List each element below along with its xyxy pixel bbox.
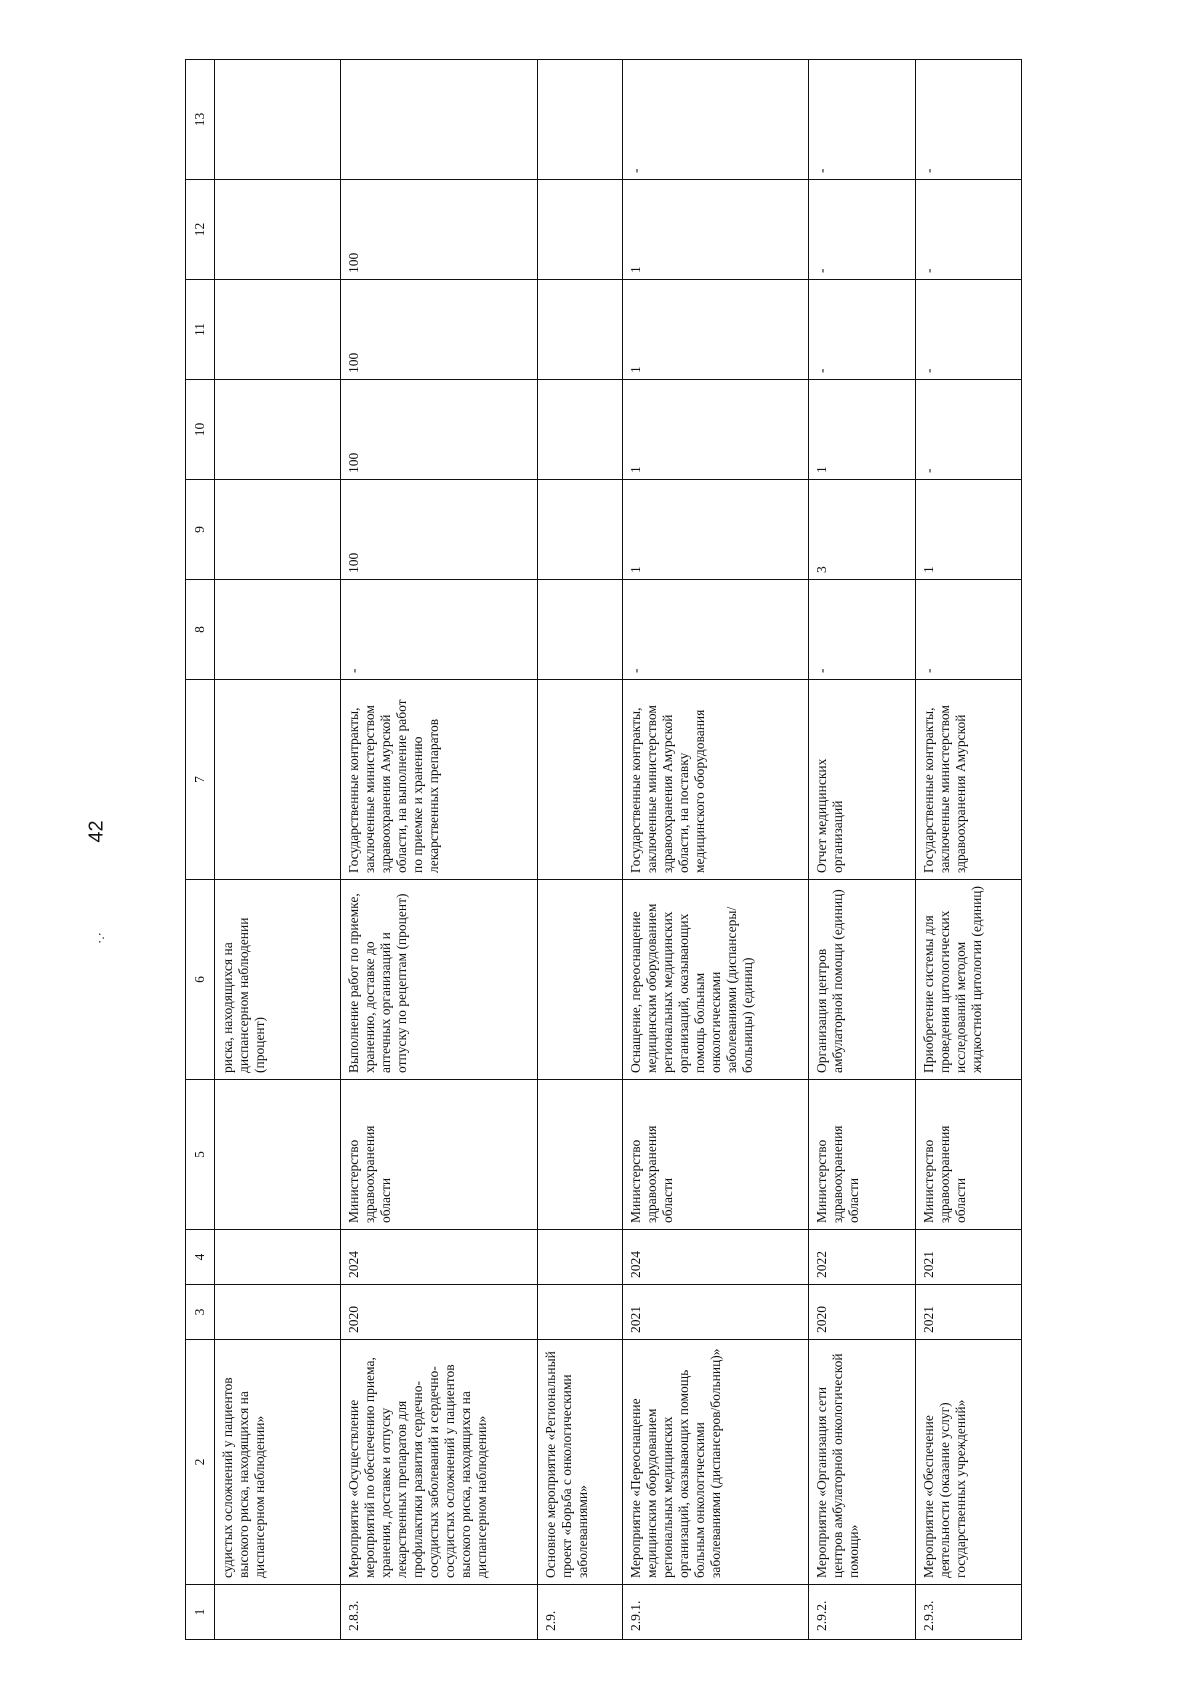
- cell-indicator: риска, находящихся на диспансерном наблюдении (процент): [215, 880, 341, 1080]
- cell-number: [215, 1585, 341, 1640]
- column-header: 7: [186, 680, 215, 880]
- cell-start-year: 2021: [622, 1285, 808, 1340]
- cell-value: 100: [340, 380, 537, 480]
- cell-result-doc: [215, 680, 341, 880]
- column-header: 10: [186, 380, 215, 480]
- table-header-row: [186, 60, 215, 1640]
- cell-executor: Министерство здравоохранения области: [809, 1080, 915, 1230]
- cell-value: 3: [809, 480, 915, 580]
- cell-executor: Министерство здравоохранения области: [915, 1080, 1022, 1230]
- cell-measure: Мероприятие «Обеспечение деятельности (оказание услуг) государственных учреждений»: [915, 1340, 1022, 1585]
- cell-measure: Основное мероприятие «Региональный проект «Борьба с онкологическими заболеваниями»: [537, 1340, 622, 1585]
- cell-value: -: [809, 280, 915, 380]
- column-header: 5: [186, 1080, 215, 1230]
- cell-result-doc: Государственные контракты, заключенные министерством здравоохранения Амурской: [915, 680, 1022, 880]
- program-measures-table: [185, 59, 1022, 1640]
- cell-value: 1: [915, 480, 1022, 580]
- cell-executor: Министерство здравоохранения области: [622, 1080, 808, 1230]
- cell-value: [215, 280, 341, 380]
- column-header: 11: [186, 280, 215, 380]
- column-header: 2: [186, 1340, 215, 1585]
- rotated-table-container: [185, 60, 1022, 1640]
- column-header: 13: [186, 60, 215, 180]
- cell-result-doc: Государственные контракты, заключенные министерством здравоохранения Амурской области, на поставку медицинского оборудования: [622, 680, 808, 880]
- cell-end-year: [215, 1230, 341, 1285]
- table-row: [915, 60, 1022, 1640]
- table-row: [340, 60, 537, 1640]
- cell-value: [537, 280, 622, 380]
- column-header: 6: [186, 880, 215, 1080]
- cell-value: 100: [340, 180, 537, 280]
- column-header: 3: [186, 1285, 215, 1340]
- cell-executor: [215, 1080, 341, 1230]
- cell-start-year: 2020: [340, 1285, 537, 1340]
- cell-number: 2.9.: [537, 1585, 622, 1640]
- column-header: 4: [186, 1230, 215, 1285]
- table-row: [215, 60, 341, 1640]
- cell-value: [537, 380, 622, 480]
- cell-value: [215, 380, 341, 480]
- cell-value: -: [809, 60, 915, 180]
- cell-result-doc: [537, 680, 622, 880]
- cell-measure: Мероприятие «Организация сети центров амбулаторной онкологической помощи»: [809, 1340, 915, 1585]
- cell-value: -: [915, 380, 1022, 480]
- cell-value: [215, 180, 341, 280]
- cell-value: -: [809, 580, 915, 680]
- cell-value: [537, 480, 622, 580]
- cell-value: 1: [622, 180, 808, 280]
- cell-number: 2.9.3.: [915, 1585, 1022, 1640]
- cell-value: [215, 580, 341, 680]
- cell-value: [215, 480, 341, 580]
- cell-start-year: 2020: [809, 1285, 915, 1340]
- table-row: [622, 60, 808, 1640]
- cell-indicator: Приобретение системы для проведения цитологических исследований методом жидкостной цитологии (единиц): [915, 880, 1022, 1080]
- cell-value: [340, 60, 537, 180]
- cell-executor: [537, 1080, 622, 1230]
- cell-number: 2.9.1.: [622, 1585, 808, 1640]
- column-header: 1: [186, 1585, 215, 1640]
- cell-value: 100: [340, 280, 537, 380]
- cell-executor: Министерство здравоохранения области: [340, 1080, 537, 1230]
- cell-value: 100: [340, 480, 537, 580]
- cell-value: -: [915, 280, 1022, 380]
- cell-value: -: [622, 60, 808, 180]
- cell-value: [537, 60, 622, 180]
- table-row: [537, 60, 622, 1640]
- cell-value: 1: [622, 380, 808, 480]
- cell-number: 2.8.3.: [340, 1585, 537, 1640]
- cell-indicator: Организация центров амбулаторной помощи (единиц): [809, 880, 915, 1080]
- cell-value: [537, 180, 622, 280]
- cell-result-doc: Отчет медицинских организаций: [809, 680, 915, 880]
- cell-end-year: 2022: [809, 1230, 915, 1285]
- cell-result-doc: Государственные контракты, заключенные министерством здравоохранения Амурской области, на выполнение работ по приемке и хранению лекарственных препаратов: [340, 680, 537, 880]
- column-header: 12: [186, 180, 215, 280]
- scan-speck: ·.·: [92, 932, 107, 944]
- cell-end-year: [537, 1230, 622, 1285]
- cell-measure: Мероприятие «Осуществление мероприятий по обеспечению приема, хранения, доставке и отпуску лекарственных препаратов для профилактики развития сердечно-сосудистых заболеваний и сердечно-сосудистых осложнений у пациентов высокого риска, находящихся на диспансерном наблюдении»: [340, 1340, 537, 1585]
- cell-value: 1: [622, 280, 808, 380]
- cell-indicator: [537, 880, 622, 1080]
- cell-value: 1: [809, 380, 915, 480]
- cell-measure: Мероприятие «Переоснащение медицинским оборудованием региональных медицинских организаций, оказывающих помощь больным онкологическими заболеваниями (диспансеров/больниц)»: [622, 1340, 808, 1585]
- column-header: 8: [186, 580, 215, 680]
- cell-measure: судистых осложнений у пациентов высокого риска, находящихся на диспансерном наблюдении»: [215, 1340, 341, 1585]
- cell-value: -: [915, 60, 1022, 180]
- cell-value: -: [622, 580, 808, 680]
- cell-value: [215, 60, 341, 180]
- cell-start-year: [215, 1285, 341, 1340]
- cell-value: -: [809, 180, 915, 280]
- cell-start-year: 2021: [915, 1285, 1022, 1340]
- page-number: 42: [85, 820, 108, 843]
- column-header: 9: [186, 480, 215, 580]
- cell-end-year: 2024: [340, 1230, 537, 1285]
- cell-number: 2.9.2.: [809, 1585, 915, 1640]
- cell-value: [537, 580, 622, 680]
- cell-start-year: [537, 1285, 622, 1340]
- cell-value: -: [915, 180, 1022, 280]
- cell-indicator: Оснащение, переоснащение медицинским оборудованием региональных медицинских организаций, оказывающих помощь больным онкологическими заболеваниями (диспансеры/больницы) (единиц): [622, 880, 808, 1080]
- cell-value: -: [915, 580, 1022, 680]
- cell-value: -: [340, 580, 537, 680]
- cell-value: 1: [622, 480, 808, 580]
- cell-end-year: 2024: [622, 1230, 808, 1285]
- table-row: [809, 60, 915, 1640]
- cell-indicator: Выполнение работ по приемке, хранению, доставке до аптечных организаций и отпуску по рецептам (процент): [340, 880, 537, 1080]
- cell-end-year: 2021: [915, 1230, 1022, 1285]
